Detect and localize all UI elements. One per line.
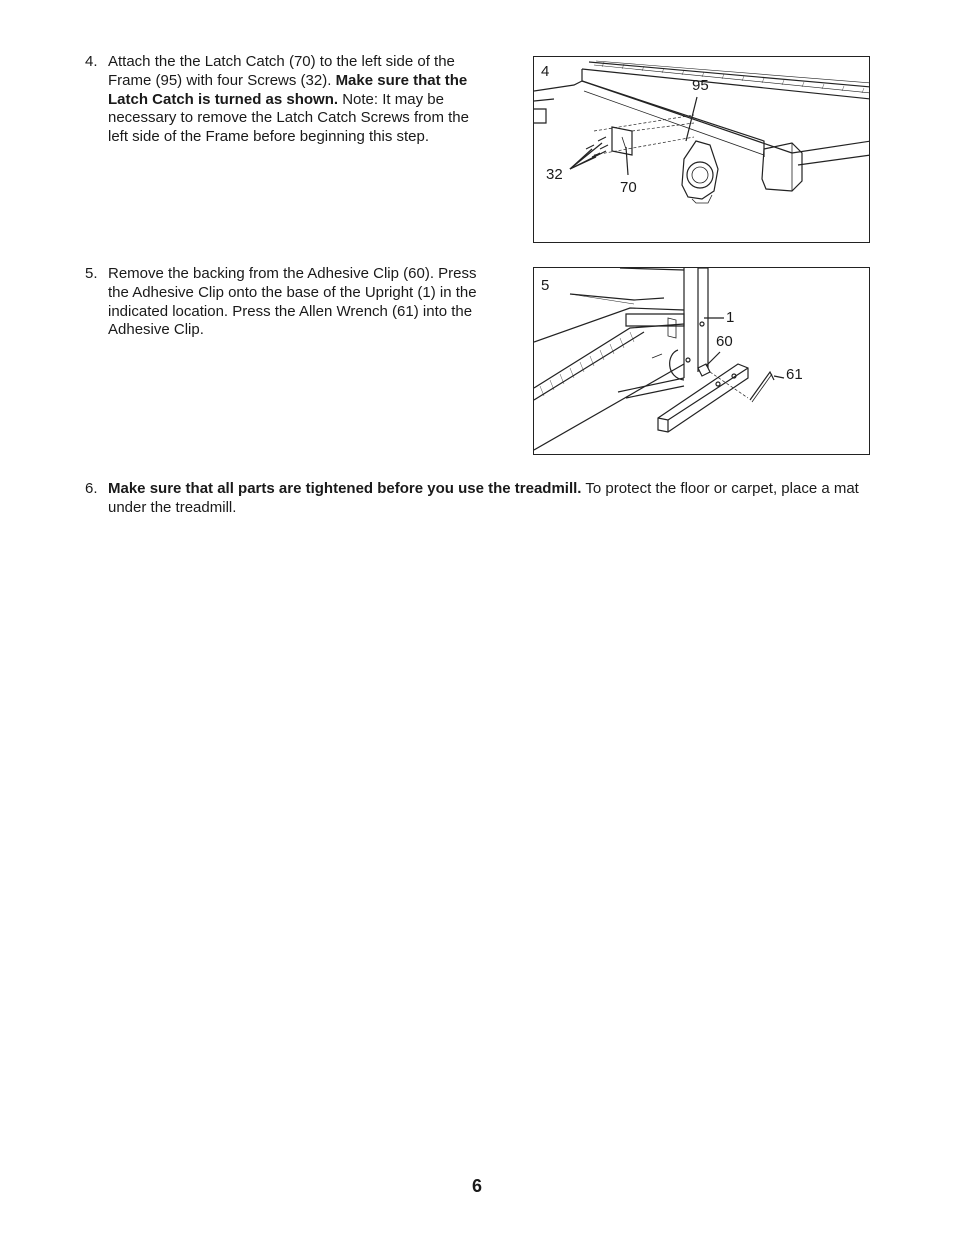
step-number: 6. bbox=[85, 480, 98, 497]
step-text: Make sure that all parts are tightened before you use the treadmill. To protect the floor or carpet, place a mat under the treadmill. bbox=[108, 480, 859, 516]
step-6 bbox=[85, 480, 875, 518]
figure-number: 4 bbox=[541, 63, 550, 80]
figure-step-4 bbox=[533, 56, 870, 243]
adhesive-clip-illustration bbox=[534, 268, 870, 455]
step-text: Attach the the Latch Catch (70) to the left side of the Frame (95) with four Screws (32). Make sure that the Latch Catch is turned as shown. Note: It may be necessary to remove the Latch Catch Screws from the left side of the Frame before beginning this step. bbox=[108, 53, 469, 146]
callout-frame: 95 bbox=[692, 77, 709, 94]
step-4 bbox=[85, 53, 485, 147]
step-number: 4. bbox=[85, 53, 98, 70]
callout-adhesive-clip: 60 bbox=[716, 333, 733, 350]
page-number: 6 bbox=[471, 1176, 482, 1196]
figure-number: 5 bbox=[541, 277, 550, 294]
step-warning: Make sure that the Latch Catch is turned as shown. bbox=[108, 71, 468, 108]
step-text: Remove the backing from the Adhesive Clip (60). Press the Adhesive Clip onto the base of the Upright (1) in the indicated location. Press the Allen Wrench (61) into the Adhesive Clip. bbox=[108, 265, 477, 339]
callout-allen-wrench: 61 bbox=[786, 366, 803, 383]
callout-latch-catch: 70 bbox=[620, 179, 637, 196]
figure-step-5 bbox=[533, 267, 870, 455]
callout-screws: 32 bbox=[546, 166, 563, 183]
step-warning: Make sure that all parts are tightened before you use the treadmill. bbox=[108, 480, 582, 497]
step-5 bbox=[85, 265, 485, 340]
callout-upright: 1 bbox=[726, 309, 735, 326]
step-number: 5. bbox=[85, 265, 98, 282]
